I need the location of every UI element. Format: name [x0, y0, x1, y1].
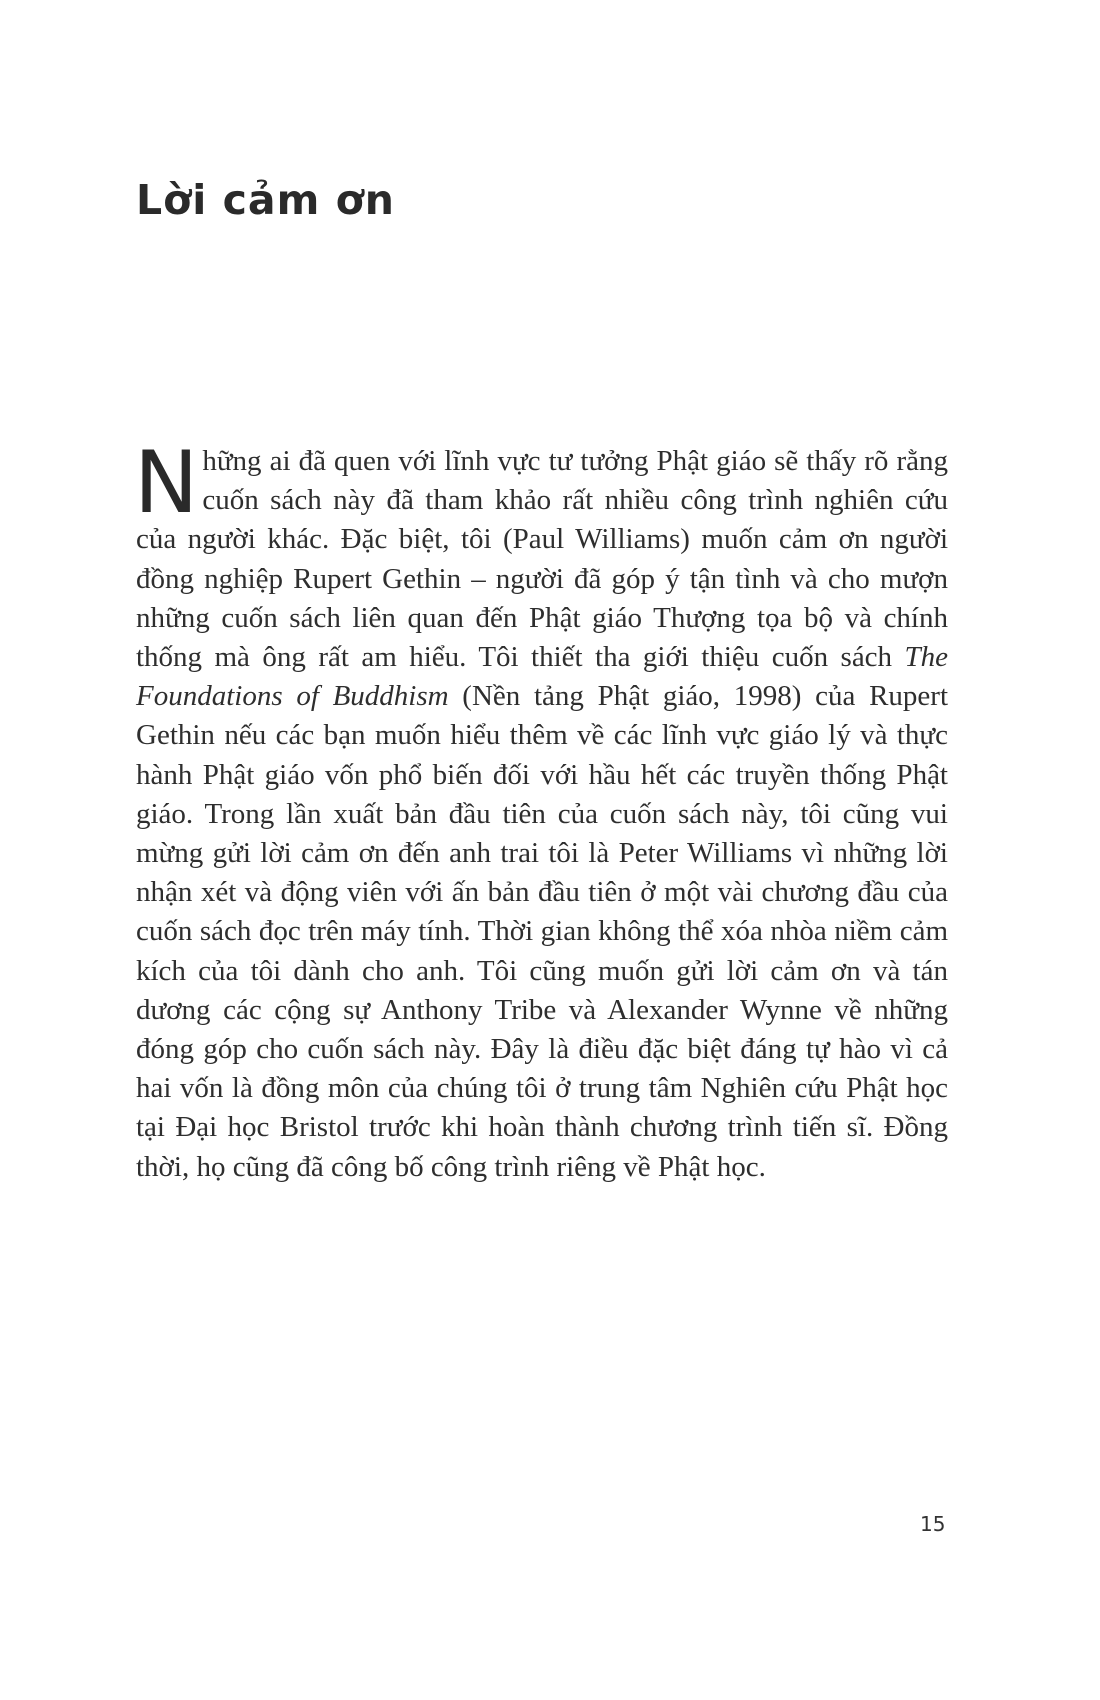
page-title: Lời cảm ơn: [136, 176, 395, 224]
paragraph-text-start: hững ai đã quen với lĩnh vực tư tưởng Phật giáo sẽ thấy rõ rằng cuốn sách này đã tham khảo rất nhiều công trình nghiên cứu của người khác. Đặc biệt, tôi (Paul Williams) muốn cảm ơn người đồng nghiệp Rupert Gethin – người đã góp ý tận tình và cho mượn những cuốn sách liên quan đến Phật giáo Thượng tọa bộ và chính thống mà ông rất am hiểu. Tôi thiết tha giới thiệu cuốn sách: [136, 445, 948, 674]
book-title-reference: The Foundations of Buddhism: [136, 641, 948, 713]
drop-cap-letter: N: [134, 433, 199, 533]
page-number: 15: [920, 1512, 946, 1536]
acknowledgements-paragraph: [134, 433, 949, 1187]
paragraph-text-end: (Nền tảng Phật giáo, 1998) của Rupert Gethin nếu các bạn muốn hiểu thêm về các lĩnh vực giáo lý và thực hành Phật giáo vốn phổ biến đối với hầu hết các truyền thống Phật giáo. Trong lần xuất bản đầu tiên của cuốn sách này, tôi cũng vui mừng gửi lời cảm ơn đến anh trai tôi là Peter Williams vì những lời nhận xét và động viên với ấn bản đầu tiên ở một vài chương đầu của cuốn sách đọc trên máy tính. Thời gian không thể xóa nhòa niềm cảm kích của tôi dành cho anh. Tôi cũng muốn gửi lời cảm ơn và tán dương các cộng sự Anthony Tribe và Alexander Wynne về những đóng góp cho cuốn sách này. Đây là điều đặc biệt đáng tự hào vì cả hai vốn là đồng môn của chúng tôi ở trung tâm Nghiên cứu Phật học tại Đại học Bristol trước khi hoàn thành chương trình tiến sĩ. Đồng thời, họ cũng đã công bố công trình riêng về Phật học.: [136, 680, 949, 1183]
